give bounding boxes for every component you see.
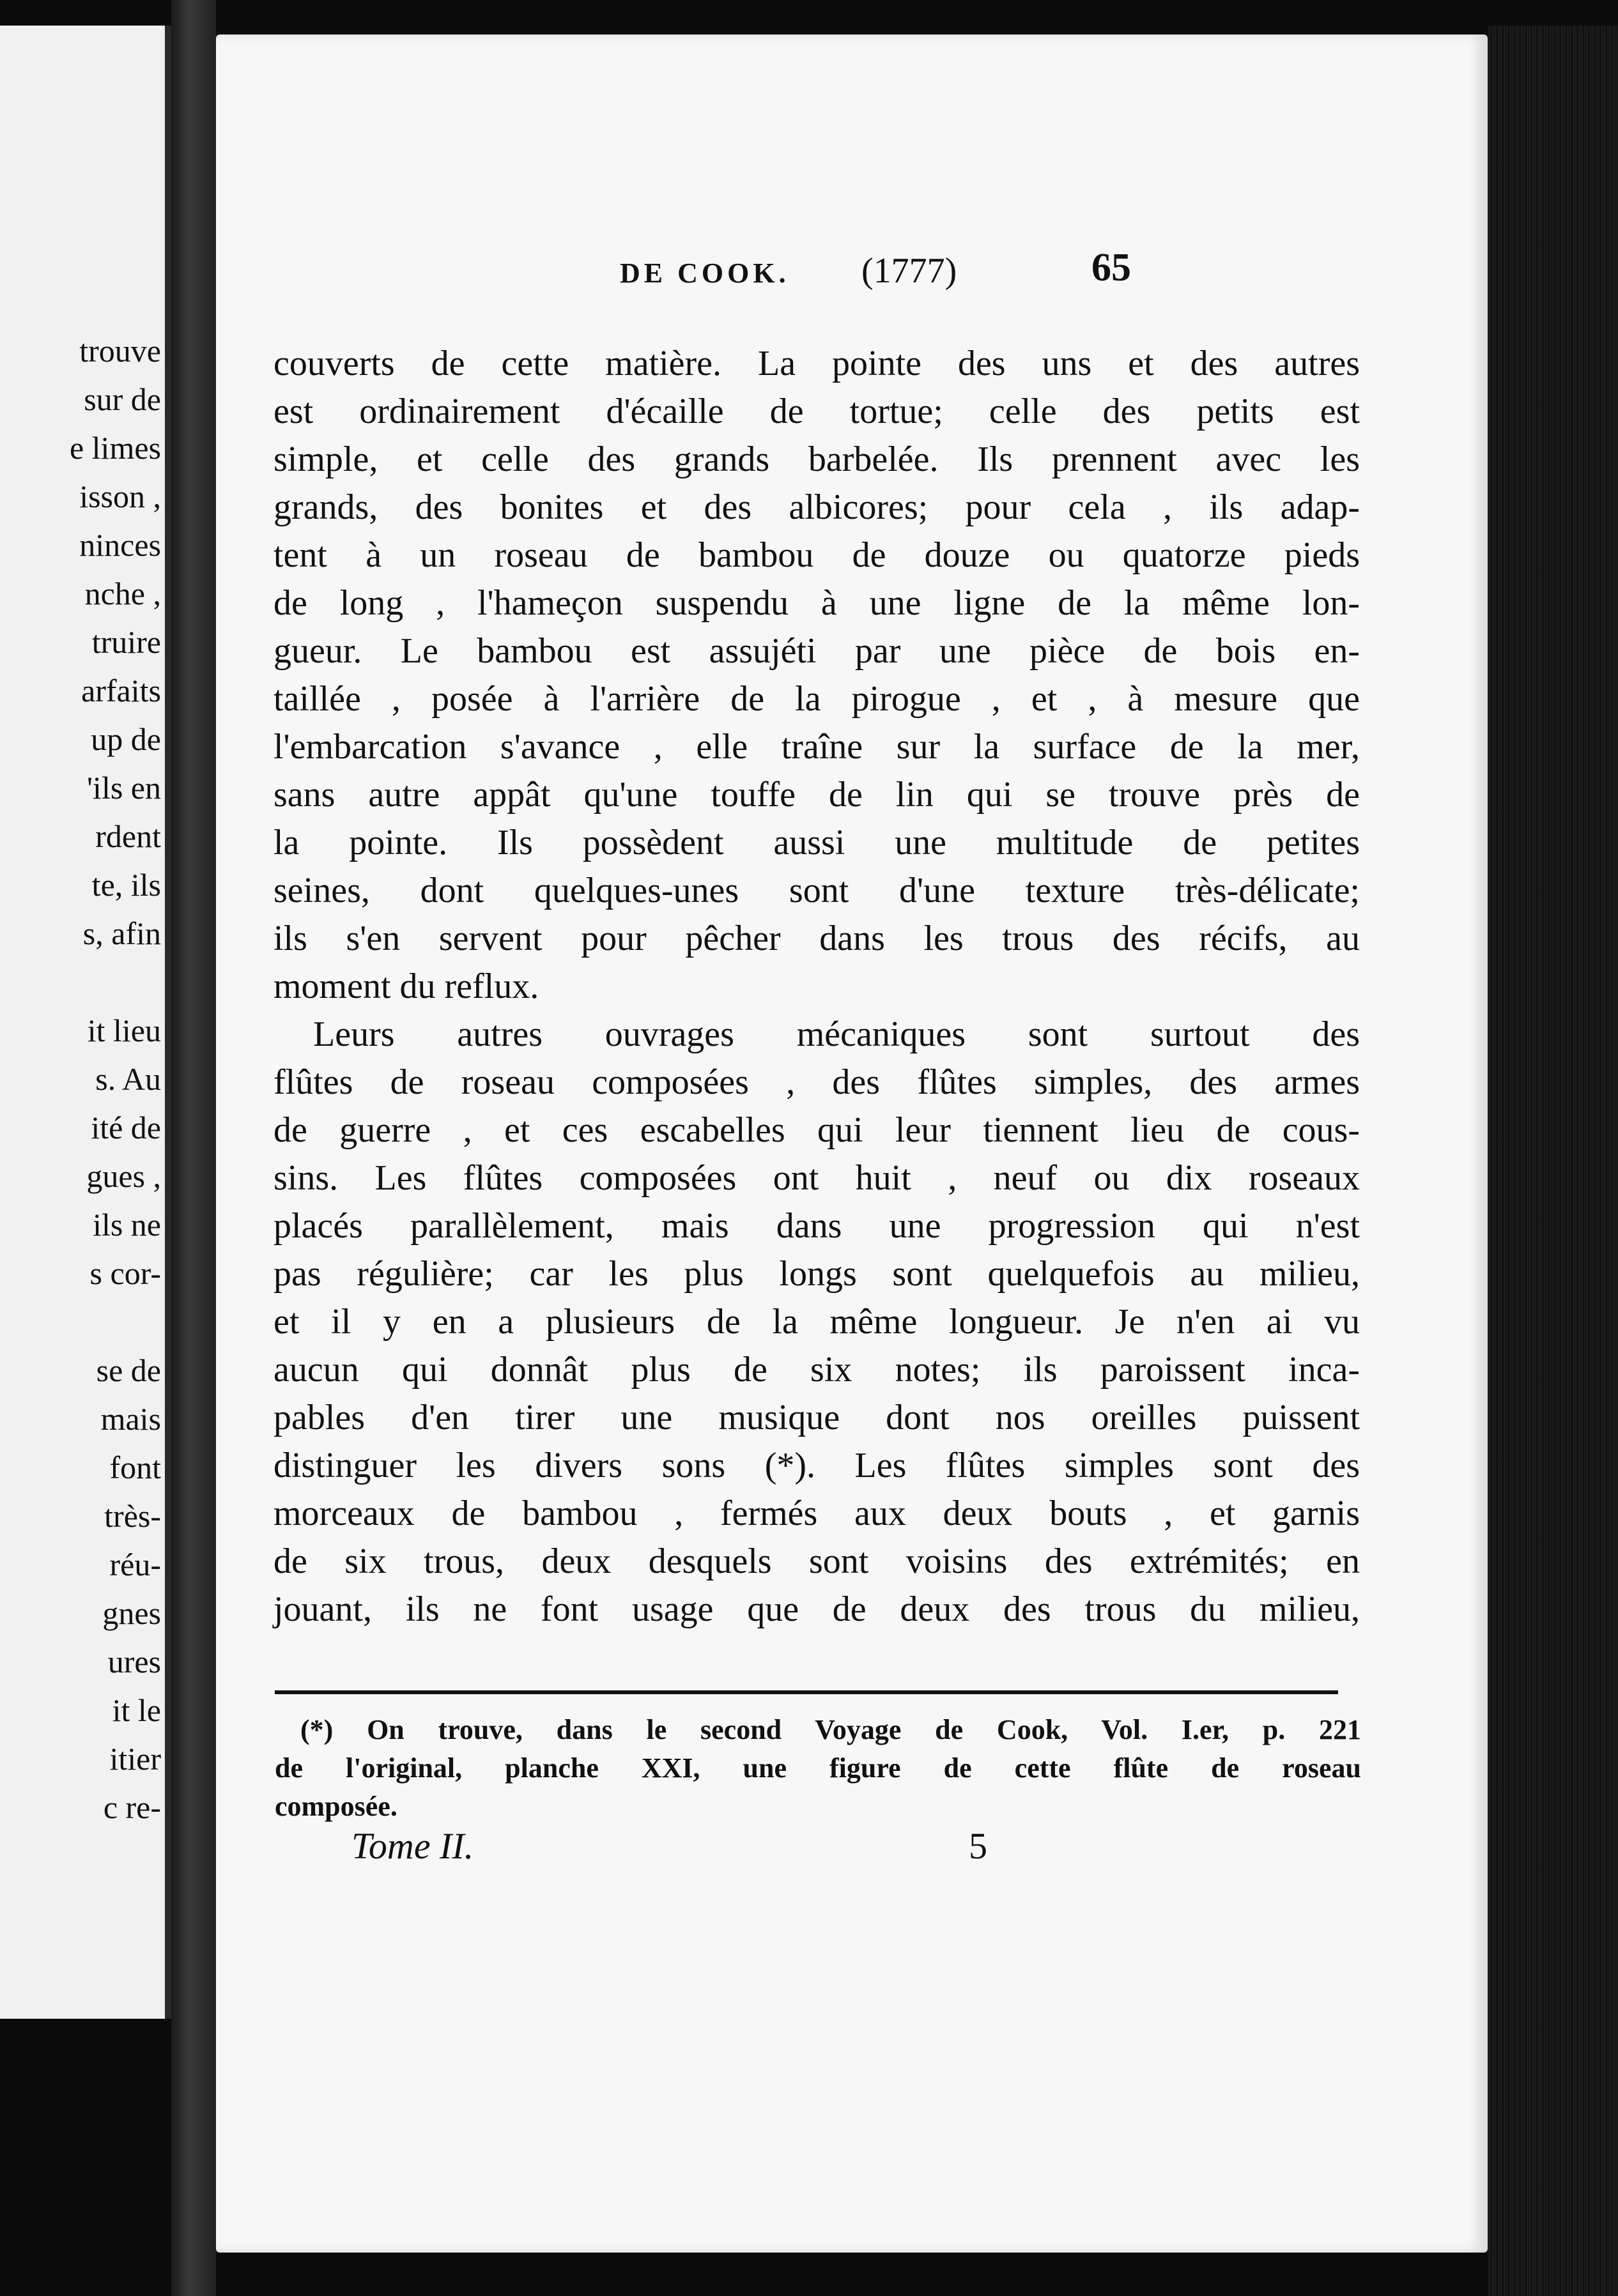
left-page-line: ninces (79, 527, 161, 563)
footnote-line: de l'original, planche XXI, une figure de cette flûte de roseau (275, 1752, 1361, 1784)
text-line: placés parallèlement, mais dans une progression qui n'est (274, 1206, 1360, 1246)
left-page (0, 26, 171, 2019)
running-head: DE COOK. (620, 257, 790, 289)
text-line: Leurs autres ouvrages mécaniques sont surtout des (313, 1014, 1360, 1054)
left-page-line: très- (104, 1498, 161, 1534)
left-page-line: it lieu (87, 1013, 161, 1048)
left-page-line: 'ils en (87, 770, 161, 806)
left-page-line: itier (109, 1741, 161, 1777)
body-text (274, 340, 1360, 1634)
signature-mark: Tome II. (351, 1825, 474, 1867)
left-page-line: c re- (103, 1789, 161, 1825)
book-gutter (171, 0, 216, 2296)
page-number: 65 (1091, 246, 1131, 289)
text-line: ils s'en servent pour pêcher dans les trous des récifs, au (274, 919, 1360, 958)
text-line: de guerre , et ces escabelles qui leur tiennent lieu de cous- (274, 1110, 1360, 1150)
left-page-line: truire (91, 624, 161, 660)
right-page (216, 34, 1488, 2253)
book-edge (1488, 26, 1618, 2296)
left-page-line: s, afin (82, 915, 161, 951)
text-line: de six trous, deux desquels sont voisins des extrémités; en (274, 1542, 1360, 1581)
text-line: morceaux de bambou , fermés aux deux bouts , et garnis (274, 1494, 1360, 1533)
left-page-line: se de (96, 1352, 161, 1388)
text-line: couverts de cette matière. La pointe des uns et des autres (274, 344, 1360, 383)
text-line: de long , l'hameçon suspendu à une ligne de la même lon- (274, 583, 1360, 623)
left-page-line: s. Au (95, 1061, 161, 1097)
left-page-line: up de (91, 721, 161, 757)
left-page-line: gnes (102, 1595, 161, 1631)
left-page-line: te, ils (91, 867, 161, 903)
text-line: sins. Les flûtes composées ont huit , neuf ou dix roseaux (274, 1158, 1360, 1198)
text-line: et il y en a plusieurs de la même longueur. Je n'en ai vu (274, 1302, 1360, 1342)
left-page-line: it le (112, 1692, 161, 1728)
text-line: pas régulière; car les plus longs sont quelquefois au milieu, (274, 1254, 1360, 1294)
text-line: grands, des bonites et des albicores; pour cela , ils adap- (274, 487, 1360, 527)
footnote (275, 1711, 1361, 1826)
left-page-line: gues , (86, 1158, 161, 1194)
left-page-line: ité de (91, 1110, 161, 1145)
text-line: aucun qui donnât plus de six notes; ils paroissent inca- (274, 1350, 1360, 1389)
footnote-line: composée. (275, 1791, 397, 1822)
left-page-line: mais (100, 1401, 161, 1437)
left-page-line: e limes (69, 430, 161, 466)
left-page-line: nche , (84, 576, 161, 611)
text-line: jouant, ils ne font usage que de deux des trous du milieu, (274, 1589, 1360, 1629)
left-page-line: rdent (95, 818, 161, 854)
left-page-line: réu- (109, 1547, 161, 1582)
text-line: gueur. Le bambou est assujéti par une pièce de bois en- (274, 631, 1360, 671)
left-page-line: font (109, 1450, 161, 1485)
header-year: (1777) (861, 251, 957, 291)
left-page-line: ils ne (93, 1207, 161, 1243)
text-line: taillée , posée à l'arrière de la pirogue , et , à mesure que (274, 679, 1360, 719)
footnote-rule (275, 1690, 1338, 1694)
left-page-line: s cor- (89, 1255, 161, 1291)
signature-number: 5 (969, 1825, 987, 1867)
text-line: distinguer les divers sons (*). Les flûtes simples sont des (274, 1446, 1360, 1485)
page-header (216, 245, 1488, 303)
text-line: tent à un roseau de bambou de douze ou quatorze pieds (274, 535, 1360, 575)
left-page-line: isson , (79, 478, 161, 514)
text-line: moment du reflux. (274, 967, 539, 1006)
text-line: pables d'en tirer une musique dont nos oreilles puissent (274, 1398, 1360, 1437)
text-line: la pointe. Ils possèdent aussi une multitude de petites (274, 823, 1360, 862)
left-page-line: ures (107, 1644, 161, 1680)
text-line: flûtes de roseau composées , des flûtes simples, des armes (274, 1062, 1360, 1102)
text-line: sans autre appât qu'une touffe de lin qui se trouve près de (274, 775, 1360, 815)
text-line: est ordinairement d'écaille de tortue; celle des petits est (274, 392, 1360, 431)
footnote-line: (*) On trouve, dans le second Voyage de Cook, Vol. I.er, p. 221 (300, 1714, 1361, 1745)
left-page-line: arfaits (81, 673, 161, 708)
left-page-line: trouve (79, 333, 161, 369)
left-page-line: sur de (84, 381, 161, 417)
text-line: simple, et celle des grands barbelée. Ils prennent avec les (274, 440, 1360, 479)
text-line: l'embarcation s'avance , elle traîne sur la surface de la mer, (274, 727, 1360, 767)
text-line: seines, dont quelques-unes sont d'une texture très-délicate; (274, 871, 1360, 910)
